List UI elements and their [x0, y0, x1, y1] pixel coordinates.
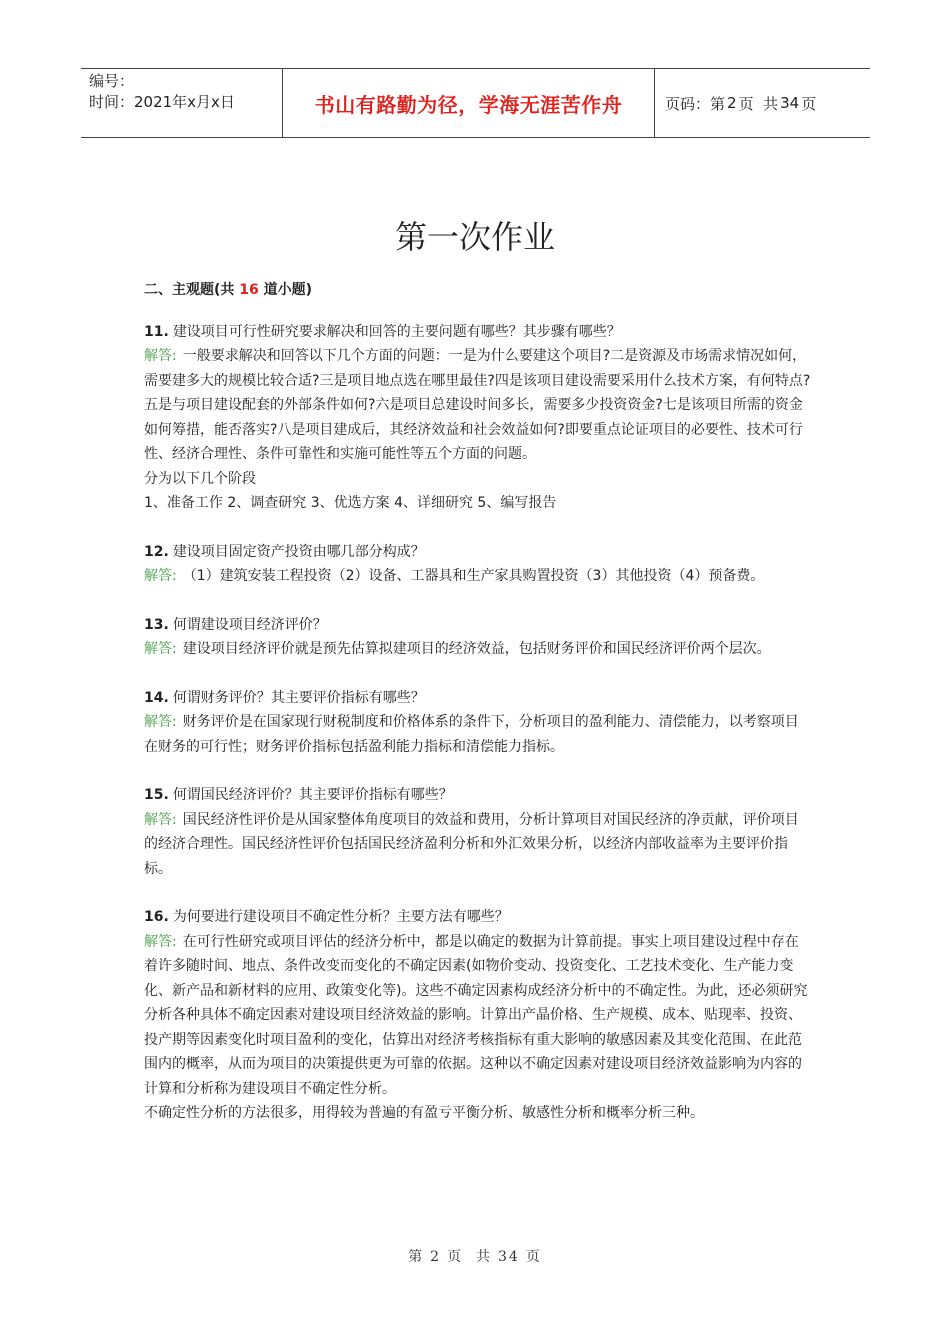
answer-text: 在可行性研究或项目评估的经济分析中，都是以确定的数据为计算前提。事实上项目建设过程中存在着许多随时间、地点、条件改变而变化的不确定因素(如物价变动、投资变化、工艺技术变化、生产能力变化、新产品和新材料的应用、政策变化等)。这些不确定因素构成经济分析中的不确定性。为此，还必须研究分析各种具体不确定因素对建设项目经济效益的影响。计算出产晶价格、生产规模、成本、贴现率、投资、投产期等因素变化时项目盈利的变化，估算出对经济考核指标有重大影响的敏感因素及其变化范围、在此范围内的概率，从而为项目的决策提供更为可靠的依据。这种以不确定因素对建设项目经济效益影响为内容的计算和分析称为建设项目不确定性分析。: [144, 933, 808, 1097]
header-page-info: [655, 69, 870, 137]
answer-text: 国民经济性评价是从国家整体角度项目的效益和费用，分析计算项目对国民经济的净贡献，评价项目的经济合理性。国民经济性评价包括国民经济盈利分析和外汇效果分析，以经济内部收益率为主要评价指标。: [144, 811, 799, 877]
content: [144, 278, 812, 1126]
number-label: 编号：: [89, 72, 135, 90]
answer-label: 解答:: [144, 348, 177, 364]
question-text: 何谓建设项目经济评价？: [172, 616, 327, 633]
page-total: 34: [780, 94, 800, 112]
page-mid: 页 共: [738, 94, 779, 113]
answer-label: 解答:: [144, 933, 177, 950]
question-text: 为何要进行建设项目不确定性分析？主要方法有哪些？: [172, 909, 509, 925]
footer-suffix: 页: [525, 1249, 542, 1265]
answer-extra-line: 分为以下几个阶段: [144, 470, 256, 487]
answer-extra-line: 1、准备工作 2、调查研究 3、优选方案 4、详细研究 5、编写报告: [144, 495, 557, 511]
section-prefix: 二、主观题(共: [144, 282, 240, 298]
question-title: [144, 686, 812, 711]
question-title: [144, 540, 812, 565]
answer-paragraph: [144, 930, 812, 1102]
answer-paragraph: [144, 344, 812, 467]
answer-paragraph: [144, 637, 812, 662]
question-number: 12.: [144, 543, 169, 560]
answer-paragraph: [144, 710, 812, 759]
question-title: [144, 783, 812, 808]
answer-label: 解答:: [144, 568, 177, 584]
answer-text: 财务评价是在国家现行财税制度和价格体系的条件下，分析项目的盈利能力、清偿能力，以考察项目在财务的可行性；财务评价指标包括盈利能力指标和清偿能力指标。: [144, 714, 799, 755]
time-label: 时间：2021年x月x日: [89, 93, 235, 111]
question-block: [144, 540, 812, 589]
question-text: 建设项目可行性研究要求解决和回答的主要问题有哪些？其步骤有哪些？: [172, 323, 621, 340]
question-number: 14.: [144, 689, 169, 706]
question-number: 16.: [144, 909, 169, 925]
page-footer: [0, 1246, 950, 1266]
section-suffix: 道小题): [258, 282, 313, 298]
page-title: 第一次作业: [394, 218, 555, 256]
answer-paragraph: [144, 564, 812, 589]
footer-prefix: 第: [408, 1249, 425, 1265]
question-block: [144, 613, 812, 662]
question-block: [144, 905, 812, 1126]
answer-label: 解答:: [144, 811, 177, 828]
answer-label: 解答:: [144, 714, 177, 730]
answer-text: （1）建筑安装工程投资（2）设备、工器具和生产家具购置投资（3）其他投资（4）预备费。: [182, 568, 765, 584]
question-text: 建设项目固定资产投资由哪几部分构成？: [172, 543, 425, 560]
header-meta: [81, 69, 283, 137]
answer-paragraph: [144, 808, 812, 882]
page-current: 2: [727, 94, 737, 112]
section-count: 16: [239, 282, 259, 298]
answer-text: 建设项目经济评价就是预先估算拟建项目的经济效益，包括财务评价和国民经济评价两个层次。: [182, 641, 771, 657]
question-title: [144, 320, 812, 345]
question-text: 何谓财务评价？其主要评价指标有哪些？: [172, 689, 425, 706]
question-list: [144, 320, 812, 1126]
page-label: 页码：第: [665, 94, 726, 113]
question-block: [144, 783, 812, 881]
answer-extra-line: 不确定性分析的方法很多，用得较为普遍的有盈亏平衡分析、敏感性分析和概率分析三种。: [144, 1105, 704, 1121]
question-text: 何谓国民经济评价？其主要评价指标有哪些？: [172, 787, 453, 803]
question-title: [144, 905, 812, 930]
footer-total: 34: [498, 1249, 520, 1265]
question-number: 13.: [144, 616, 169, 633]
question-number: 11.: [144, 323, 169, 340]
question-block: [144, 686, 812, 760]
question-block: [144, 320, 812, 516]
footer-current: 2: [430, 1249, 442, 1265]
question-title: [144, 613, 812, 638]
header-table: [81, 68, 870, 138]
section-heading: [144, 278, 812, 303]
answer-text: 一般要求解决和回答以下几个方面的问题：一是为什么要建这个项目?二是资源及市场需求情况如何，需要建多大的规模比较合适?三是项目地点选在哪里最佳?四是该项目建设需要采用什么技术方案，有何特点?五是与项目建设配套的外部条件如何?六是项目总建设时间多长，需要多少投资资金?七是该项目所需的资金如何筹措，能否落实?八是项目建成后，其经济效益和社会效益如何?即要重点论证项目的必要性、技术可行性、经济合理性、条件可靠性和实施可能性等五个方面的问题。: [144, 348, 811, 462]
page-suffix: 页: [801, 94, 817, 113]
header-motto: 书山有路勤为径，学海无涯苦作舟: [283, 69, 655, 137]
answer-label: 解答:: [144, 641, 177, 657]
question-number: 15.: [144, 787, 169, 803]
footer-mid: 页 共: [447, 1249, 492, 1265]
